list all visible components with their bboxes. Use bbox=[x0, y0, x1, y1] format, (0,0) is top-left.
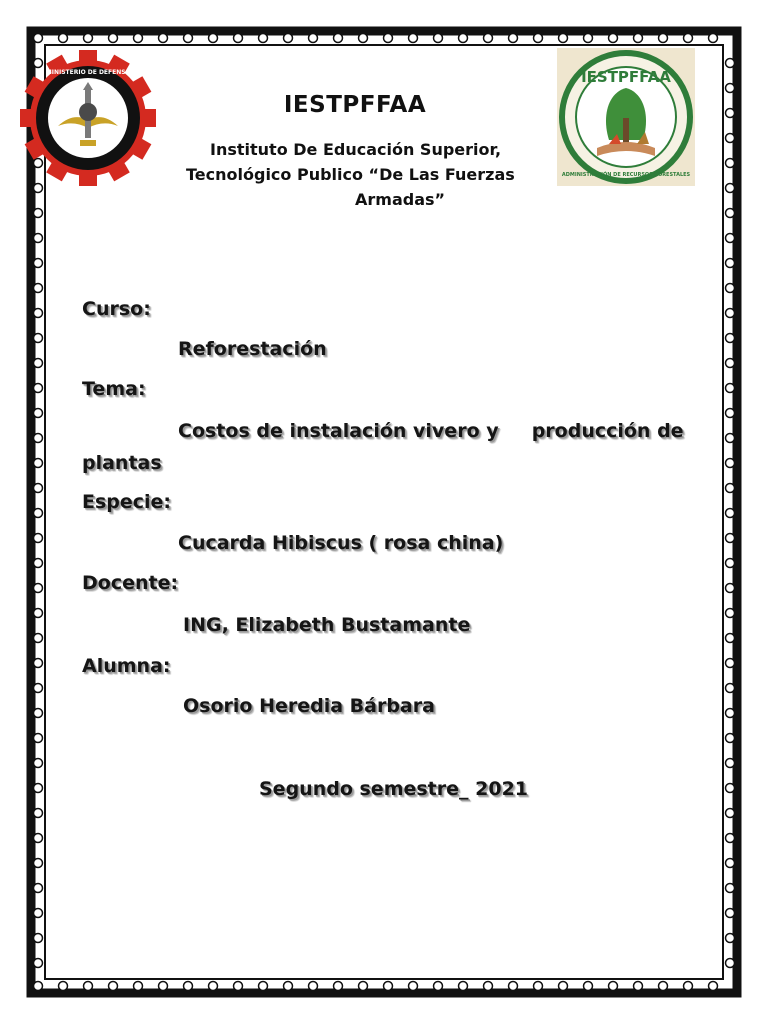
border-dot bbox=[534, 982, 543, 991]
border-dot bbox=[434, 34, 443, 43]
border-dot bbox=[609, 982, 618, 991]
border-dot bbox=[34, 584, 43, 593]
border-dot bbox=[726, 284, 735, 293]
border-dot bbox=[509, 34, 518, 43]
border-dot bbox=[726, 884, 735, 893]
docente-label: Docente: bbox=[82, 572, 179, 594]
border-dot bbox=[34, 384, 43, 393]
border-dot bbox=[34, 634, 43, 643]
border-dot bbox=[684, 982, 693, 991]
border-dot bbox=[309, 34, 318, 43]
border-dot bbox=[726, 609, 735, 618]
border-dot bbox=[109, 982, 118, 991]
border-dot bbox=[726, 934, 735, 943]
border-dot bbox=[509, 982, 518, 991]
border-dot bbox=[684, 34, 693, 43]
border-dot bbox=[726, 84, 735, 93]
border-dot bbox=[209, 34, 218, 43]
border-dot bbox=[84, 982, 93, 991]
border-dot bbox=[259, 34, 268, 43]
right-logo-ring-text: ADMINISTRACIÓN DE RECURSOS FORESTALES bbox=[561, 172, 691, 178]
border-dot bbox=[484, 982, 493, 991]
tema-label: Tema: bbox=[82, 378, 146, 400]
border-dot bbox=[726, 509, 735, 518]
border-dot bbox=[726, 684, 735, 693]
border-dot bbox=[659, 982, 668, 991]
border-dot bbox=[726, 59, 735, 68]
border-dot bbox=[726, 834, 735, 843]
right-logo-text: IESTPFFAA bbox=[581, 68, 671, 86]
border-dot bbox=[659, 34, 668, 43]
border-dot bbox=[726, 159, 735, 168]
border-dot bbox=[34, 659, 43, 668]
institution-name-line2: Tecnológico Publico “De Las Fuerzas bbox=[186, 165, 515, 184]
especie-label: Especie: bbox=[82, 491, 172, 513]
iestpffaa-emblem bbox=[557, 48, 695, 186]
semester-footer: Segundo semestre_ 2021 bbox=[259, 778, 529, 800]
border-dot bbox=[109, 34, 118, 43]
border-dot bbox=[726, 709, 735, 718]
border-dot bbox=[726, 734, 735, 743]
border-dot bbox=[34, 284, 43, 293]
border-dot bbox=[726, 259, 735, 268]
border-dot bbox=[359, 34, 368, 43]
border-dot bbox=[34, 784, 43, 793]
border-dot bbox=[726, 784, 735, 793]
border-dot bbox=[259, 982, 268, 991]
border-dot bbox=[726, 584, 735, 593]
border-dot bbox=[59, 982, 68, 991]
border-dot bbox=[34, 934, 43, 943]
border-dot bbox=[609, 34, 618, 43]
border-dot bbox=[434, 982, 443, 991]
border-dot bbox=[726, 234, 735, 243]
border-dot bbox=[726, 184, 735, 193]
border-dot bbox=[134, 34, 143, 43]
border-dot bbox=[34, 809, 43, 818]
border-dot bbox=[726, 434, 735, 443]
border-dot bbox=[559, 982, 568, 991]
border-dot bbox=[34, 709, 43, 718]
border-dot bbox=[726, 409, 735, 418]
border-dot bbox=[309, 982, 318, 991]
border-dot bbox=[584, 34, 593, 43]
border-dot bbox=[34, 359, 43, 368]
border-dot bbox=[59, 34, 68, 43]
border-dot bbox=[534, 34, 543, 43]
border-dot bbox=[34, 259, 43, 268]
border-dot bbox=[34, 484, 43, 493]
border-dot bbox=[34, 609, 43, 618]
ministry-defense-logo bbox=[18, 48, 158, 188]
border-dot bbox=[34, 684, 43, 693]
border-dot bbox=[84, 34, 93, 43]
border-dot bbox=[384, 34, 393, 43]
border-dot bbox=[726, 809, 735, 818]
border-dot bbox=[159, 982, 168, 991]
border-dot bbox=[284, 34, 293, 43]
border-dot bbox=[184, 982, 193, 991]
tema-value-line2: plantas bbox=[82, 452, 162, 474]
border-dot bbox=[726, 109, 735, 118]
border-dot bbox=[726, 384, 735, 393]
border-dot bbox=[334, 982, 343, 991]
border-dot bbox=[34, 559, 43, 568]
border-dot bbox=[384, 982, 393, 991]
curso-label: Curso: bbox=[82, 298, 151, 320]
border-dot bbox=[234, 982, 243, 991]
border-dot bbox=[584, 982, 593, 991]
border-dot bbox=[709, 982, 718, 991]
institution-name-line1: Instituto De Educación Superior, bbox=[210, 140, 502, 159]
border-dot bbox=[726, 534, 735, 543]
institution-acronym: IESTPFFAA bbox=[283, 92, 427, 118]
border-dot bbox=[34, 959, 43, 968]
border-dot bbox=[34, 209, 43, 218]
border-dot bbox=[34, 434, 43, 443]
docente-value: ING, Elizabeth Bustamante bbox=[183, 614, 471, 636]
border-dot bbox=[359, 982, 368, 991]
border-dot bbox=[34, 409, 43, 418]
alumna-value: Osorio Heredia Bárbara bbox=[183, 695, 435, 717]
border-dot bbox=[234, 34, 243, 43]
border-dot bbox=[726, 634, 735, 643]
border-dot bbox=[34, 234, 43, 243]
border-dot bbox=[409, 34, 418, 43]
border-dot bbox=[726, 559, 735, 568]
border-dot bbox=[726, 759, 735, 768]
border-dot bbox=[34, 909, 43, 918]
border-dot bbox=[34, 534, 43, 543]
border-dot bbox=[159, 34, 168, 43]
border-dot bbox=[34, 459, 43, 468]
border-dot bbox=[34, 334, 43, 343]
border-dot bbox=[284, 982, 293, 991]
border-dot bbox=[726, 959, 735, 968]
border-dot bbox=[484, 34, 493, 43]
tema-value-line1: Costos de instalación vivero y producción de bbox=[178, 420, 684, 442]
border-dot bbox=[34, 859, 43, 868]
border-dot bbox=[634, 34, 643, 43]
border-dot bbox=[459, 34, 468, 43]
left-logo-text: MINISTERIO DE DEFENSA bbox=[45, 69, 131, 76]
border-dot bbox=[726, 659, 735, 668]
border-dot bbox=[34, 834, 43, 843]
border-dot bbox=[726, 359, 735, 368]
border-dot bbox=[34, 884, 43, 893]
border-dot bbox=[184, 34, 193, 43]
border-dot bbox=[634, 982, 643, 991]
border-dot bbox=[34, 982, 43, 991]
border-dot bbox=[726, 484, 735, 493]
especie-value: Cucarda Hibiscus ( rosa china) bbox=[178, 532, 504, 554]
curso-value: Reforestación bbox=[178, 338, 327, 360]
institution-name-line3: Armadas” bbox=[355, 190, 446, 209]
border-dot bbox=[134, 982, 143, 991]
border-dot bbox=[726, 134, 735, 143]
border-dot bbox=[334, 34, 343, 43]
border-dot bbox=[559, 34, 568, 43]
border-dot bbox=[726, 859, 735, 868]
border-dot bbox=[709, 34, 718, 43]
border-dot bbox=[459, 982, 468, 991]
border-dot bbox=[34, 759, 43, 768]
border-dot bbox=[209, 982, 218, 991]
border-dot bbox=[726, 334, 735, 343]
border-dot bbox=[34, 734, 43, 743]
border-dot bbox=[726, 459, 735, 468]
border-dot bbox=[409, 982, 418, 991]
border-dot bbox=[34, 509, 43, 518]
border-dot bbox=[726, 909, 735, 918]
border-dot bbox=[34, 34, 43, 43]
border-dot bbox=[34, 309, 43, 318]
alumna-label: Alumna: bbox=[82, 655, 171, 677]
border-dot bbox=[726, 209, 735, 218]
border-dot bbox=[726, 309, 735, 318]
